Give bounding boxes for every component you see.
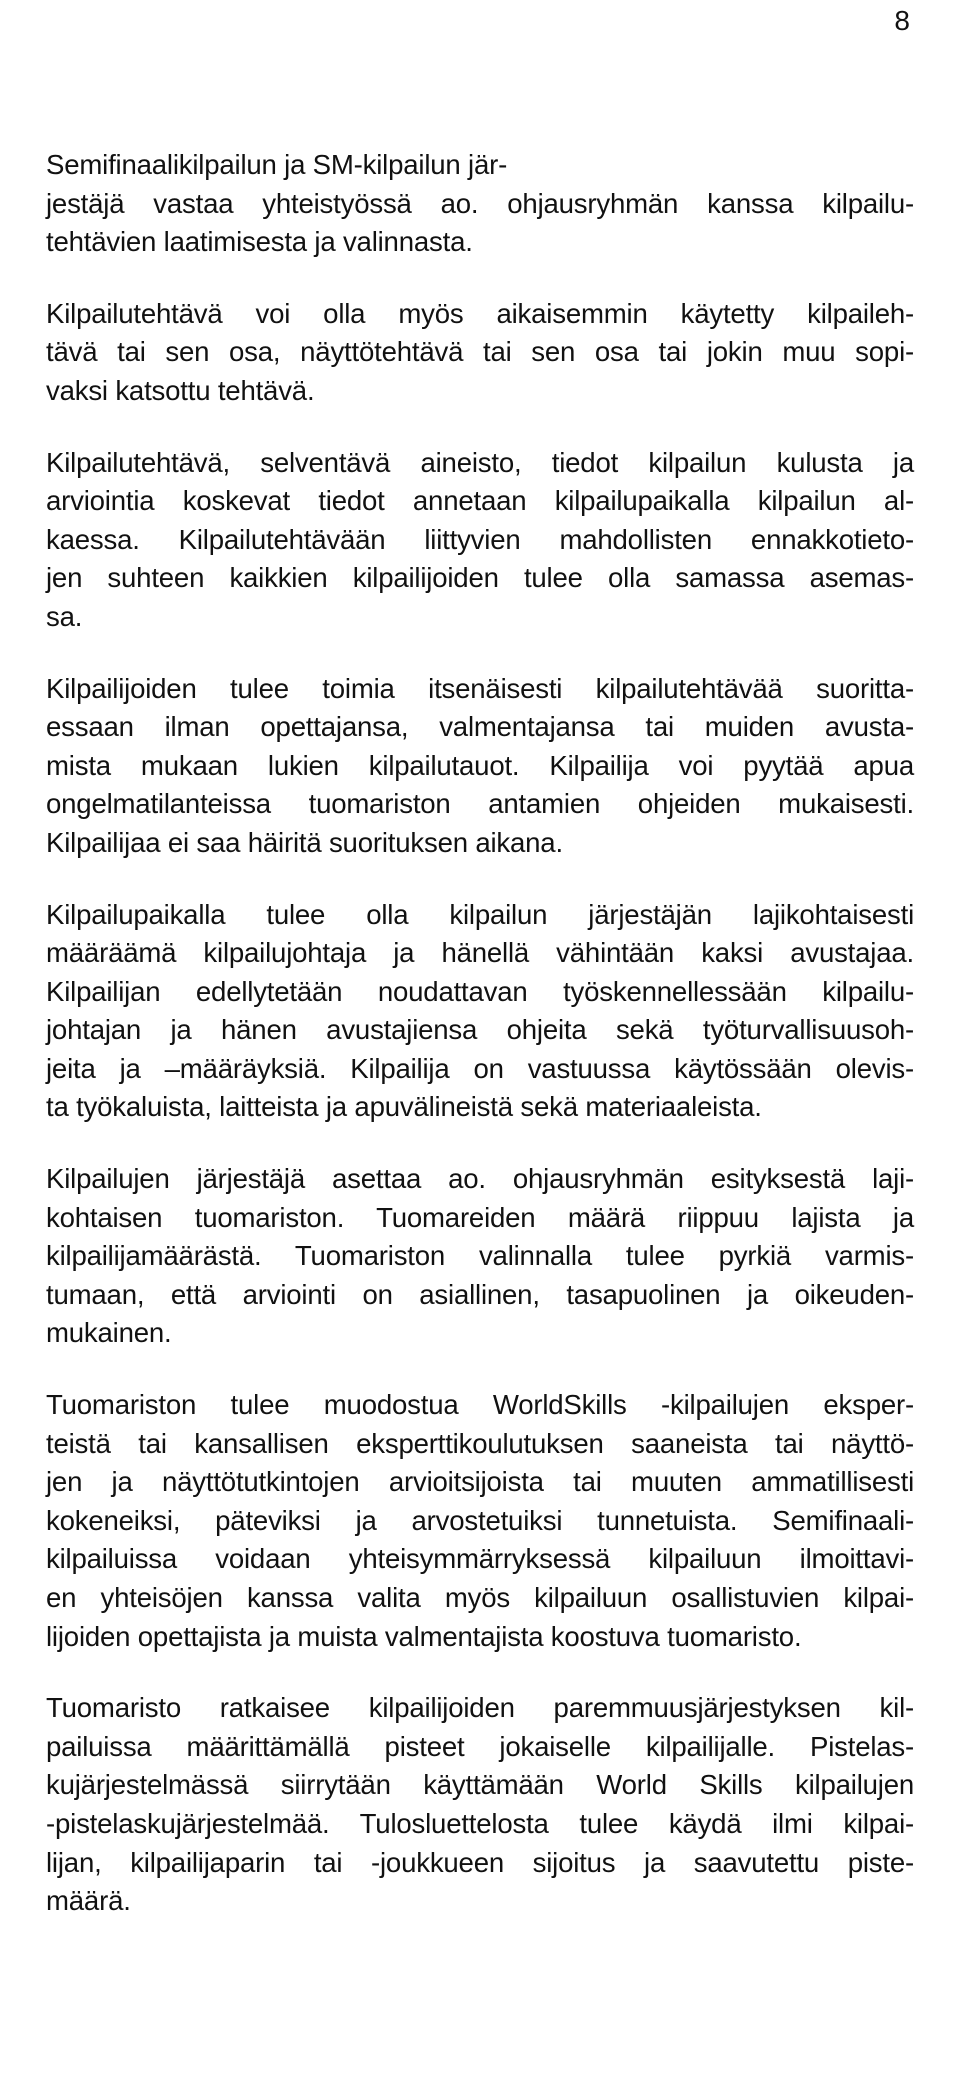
text-line: Kilpailupaikalla tulee olla kilpailun järjestäjän lajikohtaisesti — [46, 898, 914, 930]
text-line: jestäjä vastaa yhteistyössä ao. ohjausryhmän kanssa kilpailu- — [46, 187, 914, 219]
document-body — [46, 146, 914, 1954]
paragraph — [46, 896, 914, 1128]
paragraph — [46, 1386, 914, 1656]
text-line: Tuomariston tulee muodostua WorldSkills -kilpailujen eksper- — [46, 1389, 914, 1421]
paragraph — [46, 444, 914, 637]
text-line: Kilpailijaa ei saa häiritä suorituksen aikana. — [46, 826, 563, 858]
text-line: vaksi katsottu tehtävä. — [46, 374, 315, 406]
text-line: essaan ilman opettajansa, valmentajansa tai muiden avusta- — [46, 711, 914, 743]
text-line: kilpailuissa voidaan yhteisymmärryksessä kilpailuun ilmoittavi- — [46, 1543, 914, 1575]
text-line: tehtävien laatimisesta ja valinnasta. — [46, 226, 473, 258]
text-line: sa. — [46, 600, 83, 632]
text-line: lijan, kilpailijaparin tai -joukkueen sijoitus ja saavutettu piste- — [46, 1846, 914, 1878]
text-line: jen ja näyttötutkintojen arvioitsijoista tai muuten ammatillisesti — [46, 1466, 914, 1498]
text-line: Kilpailujen järjestäjä asettaa ao. ohjausryhmän esityksestä laji- — [46, 1163, 914, 1195]
paragraph — [46, 670, 914, 863]
text-line: tävä tai sen osa, näyttötehtävä tai sen osa tai jokin muu sopi- — [46, 336, 914, 368]
text-line: Kilpailijoiden tulee toimia itsenäisesti kilpailutehtävää suoritta- — [46, 672, 914, 704]
text-line: kilpailijamäärästä. Tuomariston valinnalla tulee pyrkiä varmis- — [46, 1240, 914, 1272]
text-line: kohtaisen tuomariston. Tuomareiden määrä riippuu lajista ja — [46, 1201, 914, 1233]
page-number: 8 — [894, 5, 910, 36]
paragraph — [46, 1689, 914, 1921]
paragraph — [46, 1160, 914, 1353]
text-line: määräämä kilpailujohtaja ja hänellä vähintään kaksi avustajaa. — [46, 937, 914, 969]
paragraph — [46, 146, 914, 262]
text-line: ta työkaluista, laitteista ja apuvälineistä sekä materiaaleista. — [46, 1091, 762, 1123]
text-line: ongelmatilanteissa tuomariston antamien ohjeiden mukaisesti. — [46, 788, 914, 820]
text-line: arviointia koskevat tiedot annetaan kilpailupaikalla kilpailun al- — [46, 485, 914, 517]
text-line: -pistelaskujärjestelmää. Tulosluettelosta tulee käydä ilmi kilpai- — [46, 1807, 914, 1839]
text-line: Semifinaalikilpailun ja SM-kilpailun jär- — [46, 149, 508, 180]
text-line: lijoiden opettajista ja muista valmentajista koostuva tuomaristo. — [46, 1620, 802, 1652]
text-line: Kilpailutehtävä voi olla myös aikaisemmin käytetty kilpaileh- — [46, 297, 914, 329]
text-line: johtajan ja hänen avustajiensa ohjeita sekä työturvallisuusoh- — [46, 1014, 914, 1046]
text-line: jen suhteen kaikkien kilpailijoiden tulee olla samassa asemas- — [46, 562, 914, 594]
paragraph — [46, 295, 914, 411]
text-line: jeita ja –määräyksiä. Kilpailija on vastuussa käytössään olevis- — [46, 1052, 914, 1084]
text-line: määrä. — [46, 1885, 131, 1917]
text-line: kaessa. Kilpailutehtävään liittyvien mahdollisten ennakkotieto- — [46, 523, 914, 555]
text-line: tumaan, että arviointi on asiallinen, tasapuolinen ja oikeuden- — [46, 1278, 914, 1310]
text-line: Kilpailutehtävä, selventävä aineisto, tiedot kilpailun kulusta ja — [46, 446, 914, 478]
text-line: pailuissa määrittämällä pisteet jokaiselle kilpailijalle. Pistelas- — [46, 1730, 914, 1762]
text-line: Tuomaristo ratkaisee kilpailijoiden paremmuusjärjestyksen kil- — [46, 1692, 914, 1724]
text-line: mista mukaan lukien kilpailutauot. Kilpailija voi pyytää apua — [46, 749, 914, 781]
text-line: teistä tai kansallisen eksperttikoulutuksen saaneista tai näyttö- — [46, 1427, 914, 1459]
text-line: en yhteisöjen kanssa valita myös kilpailuun osallistuvien kilpai- — [46, 1582, 914, 1613]
text-line: kokeneiksi, päteviksi ja arvostetuiksi tunnetuista. Semifinaali- — [46, 1504, 914, 1536]
text-line: mukainen. — [46, 1317, 172, 1349]
text-line: Kilpailijan edellytetään noudattavan työskennellessään kilpailu- — [46, 975, 914, 1007]
text-line: kujärjestelmässä siirrytään käyttämään World Skills kilpailujen — [46, 1769, 914, 1801]
